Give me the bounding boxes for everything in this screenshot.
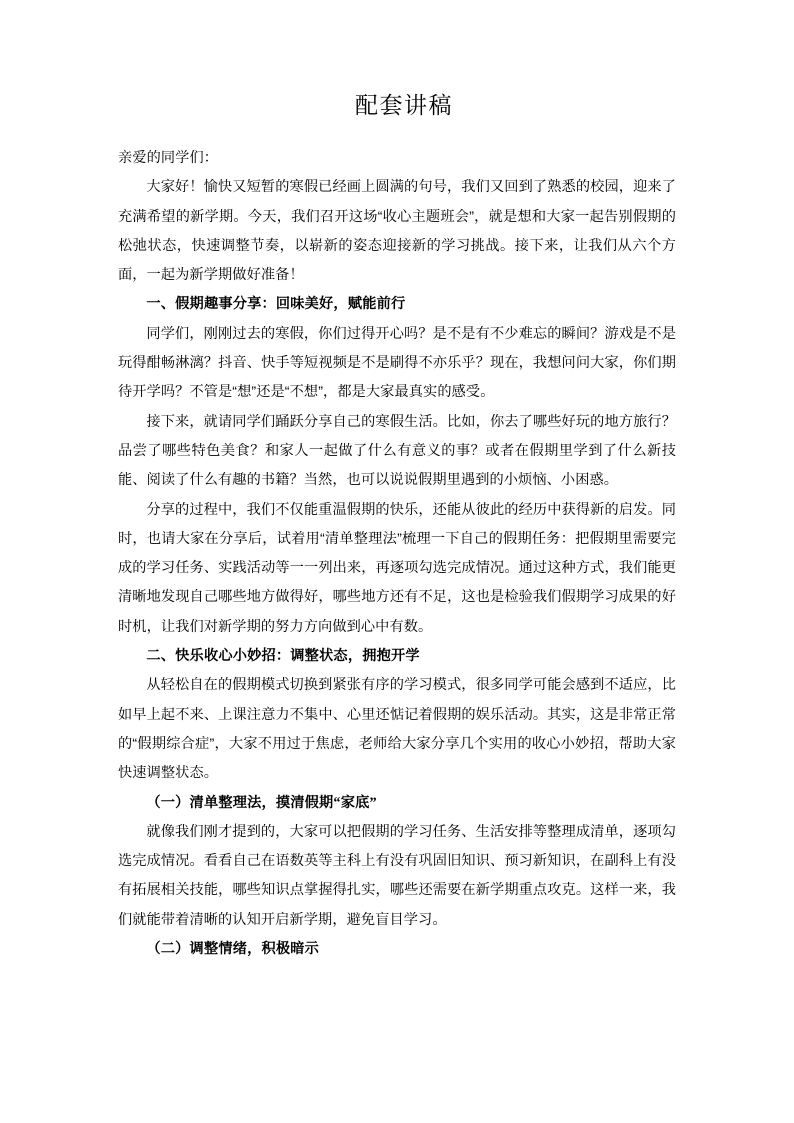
subsection-heading: （二）调整情绪，积极暗示 xyxy=(146,941,320,958)
subsection-heading: （一）清单整理法，摸清假期“家底” xyxy=(146,794,377,811)
document-content xyxy=(118,88,676,964)
body-paragraph: 同学们，刚刚过去的寒假，你们过得开心吗？是不是有不少难忘的瞬间？游戏是不是玩得酣畅淋漓？抖音、快手等短视频是不是刷得不亦乐乎？现在，我想问问大家，你们期待开学吗？不管是“想”还是“不想”，都是大家最真实的感受。 xyxy=(118,325,676,401)
body-paragraph: 分享的过程中，我们不仅能重温假期的快乐，还能从彼此的经历中获得新的启发。同时，也请大家在分享后，试着用“清单整理法”梳理一下自己的假期任务：把假期里需要完成的学习任务、实践活动等一一列出来，再逐项勾选完成情况。通过这种方式，我们能更清晰地发现自己哪些地方做得好，哪些地方还有不足，这也是检验我们假期学习成果的好时机，让我们对新学期的努力方向做到心中有数。 xyxy=(118,501,676,635)
document-body xyxy=(118,144,676,964)
section-heading: 二、快乐收心小妙招：调整状态，拥抱开学 xyxy=(146,648,420,665)
body-paragraph: 从轻松自在的假期模式切换到紧张有序的学习模式，很多同学可能会感到不适应，比如早上起不来、上课注意力不集中、心里还惦记着假期的娱乐活动。其实，这是非常正常的“假期综合症”，大家不用过于焦虑，老师给大家分享几个实用的收心小妙招，帮助大家快速调整状态。 xyxy=(118,677,676,782)
body-paragraph: 大家好！愉快又短暂的寒假已经画上圆满的句号，我们又回到了熟悉的校园，迎来了充满希望的新学期。今天，我们召开这场“收心主题班会”，就是想和大家一起告别假期的松弛状态，快速调整节奏，以崭新的姿态迎接新的学习挑战。接下来，让我们从六个方面，一起为新学期做好准备！ xyxy=(118,179,676,284)
page-title: 配套讲稿 xyxy=(355,92,453,118)
body-paragraph: 接下来，就请同学们踊跃分享自己的寒假生活。比如，你去了哪些好玩的地方旅行？品尝了哪些特色美食？和家人一起做了什么有意义的事？或者在假期里学到了什么新技能、阅读了什么有趣的书籍？当然，也可以说说假期里遇到的小烦恼、小困惑。 xyxy=(118,413,676,489)
section-heading: 一、假期趣事分享：回味美好，赋能前行 xyxy=(146,296,406,313)
salutation: 亲爱的同学们： xyxy=(118,150,219,166)
body-paragraph: 就像我们刚才提到的，大家可以把假期的学习任务、生活安排等整理成清单，逐项勾选完成情况。看看自己在语数英等主科上有没有巩固旧知识、预习新知识，在副科上有没有拓展相关技能，哪些知识点掌握得扎实，哪些还需要在新学期重点攻克。这样一来，我们就能带着清晰的认知开启新学期，避免盲目学习。 xyxy=(118,823,676,928)
